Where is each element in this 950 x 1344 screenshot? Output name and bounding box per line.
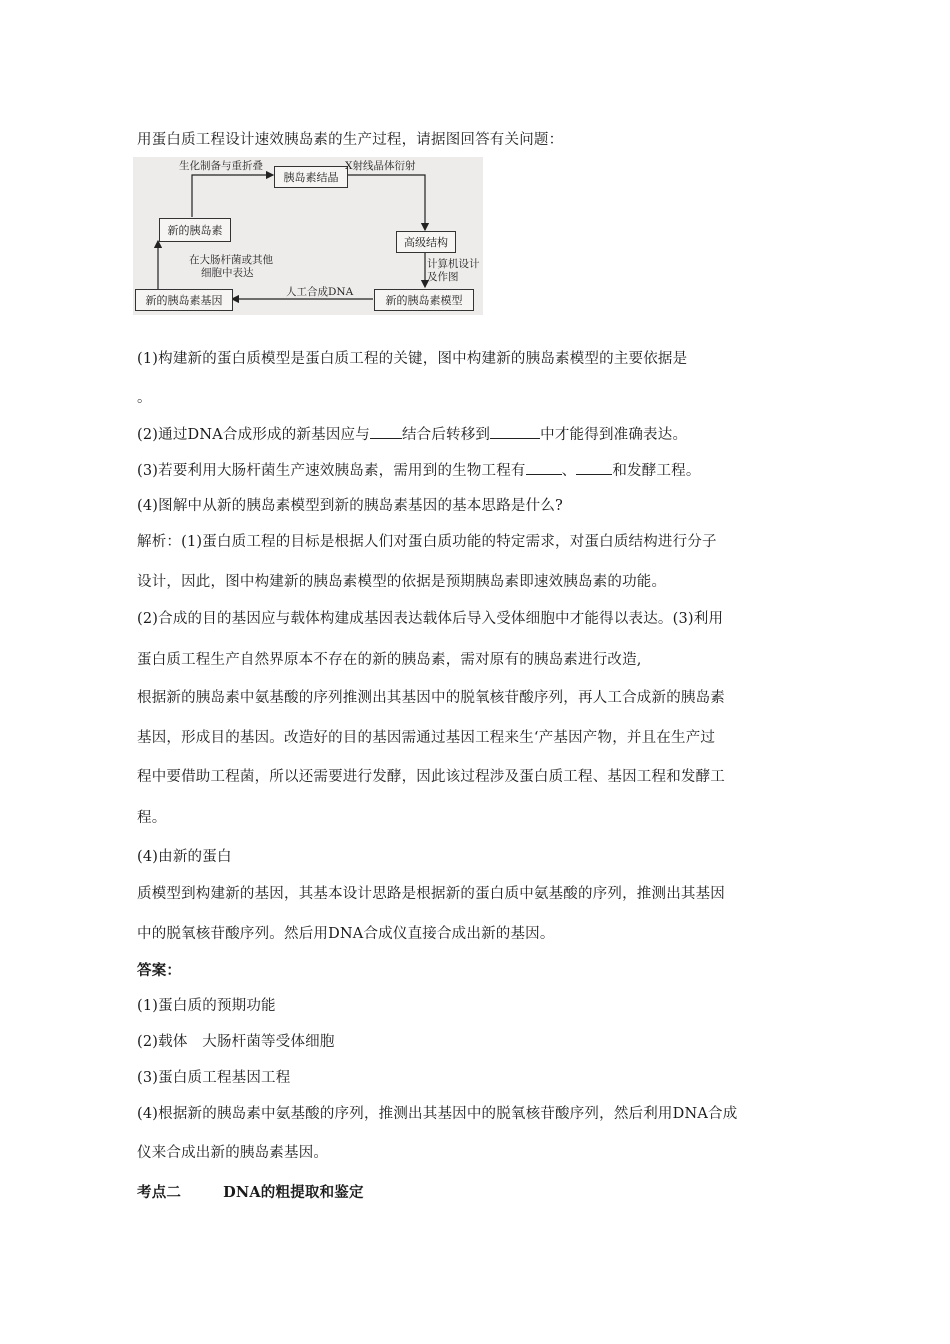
analysis-line-7: 程中要借助工程菌，所以还需要进行发酵，因此该过程涉及蛋白质工程、基因工程和发酵工 bbox=[137, 769, 725, 785]
question-1-end: 。 bbox=[137, 390, 152, 406]
answer-4-line-1: (4)根据新的胰岛素中氨基酸的序列，推测出其基因中的脱氧核苷酸序列，然后利用DNA合成 bbox=[137, 1106, 738, 1122]
label-xray-diffraction: X射线晶体衍射 bbox=[345, 160, 416, 172]
analysis-line-1: 解析：(1)蛋白质工程的目标是根据人们对蛋白质功能的特定需求，对蛋白质结构进行分子 bbox=[137, 534, 717, 550]
blank-2b bbox=[490, 424, 540, 439]
analysis-line-5: 根据新的胰岛素中氨基酸的序列推测出其基因中的脱氧核苷酸序列，再人工合成新的胰岛素 bbox=[137, 690, 725, 706]
section-title: DNA的粗提取和鉴定 bbox=[223, 1184, 364, 1201]
analysis-line-11: 中的脱氧核苷酸序列。然后用DNA合成仪直接合成出新的基因。 bbox=[137, 926, 555, 942]
box-high-structure: 高级结构 bbox=[396, 231, 456, 253]
section-heading bbox=[137, 1181, 364, 1202]
analysis-line-9: (4)由新的蛋白 bbox=[137, 849, 232, 865]
label-computer-line2: 及作图 bbox=[427, 271, 459, 283]
label-biochem-refold: 生化制备与重折叠 bbox=[179, 160, 263, 172]
section-label: 考点二 bbox=[137, 1184, 182, 1201]
label-computer-line1: 计算机设计 bbox=[427, 258, 480, 270]
question-2: (2)通过DNA合成形成的新基因应与 结合后转移到 中才能得到准确表达。 bbox=[137, 423, 687, 444]
label-express-line1: 在大肠杆菌或其他 bbox=[189, 254, 273, 266]
question-3: (3)若要利用大肠杆菌生产速效胰岛素，需用到的生物工程有 、 和发酵工程。 bbox=[137, 459, 701, 480]
question-4: (4)图解中从新的胰岛素模型到新的胰岛素基因的基本思路是什么? bbox=[137, 498, 564, 514]
analysis-line-3: (2)合成的目的基因应与载体构建成基因表达载体后导入受体细胞中才能得以表达。(3)利用 bbox=[137, 611, 724, 627]
blank-2a bbox=[370, 424, 402, 439]
question-1: (1)构建新的蛋白质模型是蛋白质工程的关键，图中构建新的胰岛素模型的主要依据是 bbox=[137, 351, 688, 367]
insulin-engineering-diagram bbox=[133, 157, 483, 315]
answer-heading: 答案： bbox=[137, 962, 182, 979]
answer-3: (3)蛋白质工程基因工程 bbox=[137, 1070, 291, 1086]
analysis-line-4: 蛋白质工程生产自然界原本不存在的新的胰岛素，需对原有的胰岛素进行改造, bbox=[137, 652, 642, 668]
answer-2: (2)载体 大肠杆菌等受体细胞 bbox=[137, 1034, 335, 1050]
blank-3b bbox=[576, 460, 612, 475]
analysis-line-2: 设计，因此，图中构建新的胰岛素模型的依据是预期胰岛素即速效胰岛素的功能。 bbox=[137, 574, 667, 590]
box-insulin-crystal: 胰岛素结晶 bbox=[274, 166, 348, 188]
label-express-line2: 细胞中表达 bbox=[201, 267, 254, 279]
box-new-insulin-gene: 新的胰岛素基因 bbox=[135, 289, 233, 311]
answer-4-line-2: 仪来合成出新的胰岛素基因。 bbox=[137, 1145, 329, 1161]
box-new-insulin: 新的胰岛素 bbox=[159, 218, 231, 242]
answer-1: (1)蛋白质的预期功能 bbox=[137, 998, 276, 1014]
box-new-insulin-model: 新的胰岛素模型 bbox=[374, 289, 474, 311]
blank-3a bbox=[526, 460, 562, 475]
intro-text: 用蛋白质工程设计速效胰岛素的生产过程，请据图回答有关问题： bbox=[137, 132, 564, 148]
analysis-line-8: 程。 bbox=[137, 810, 167, 826]
analysis-line-6: 基因，形成目的基因。改造好的目的基因需通过基因工程来生‘产基因产物，并且在生产过 bbox=[137, 730, 716, 746]
label-synth-dna: 人工合成DNA bbox=[286, 286, 354, 298]
analysis-line-10: 质模型到构建新的基因，其基本设计思路是根据新的蛋白质中氨基酸的序列，推测出其基因 bbox=[137, 886, 725, 902]
